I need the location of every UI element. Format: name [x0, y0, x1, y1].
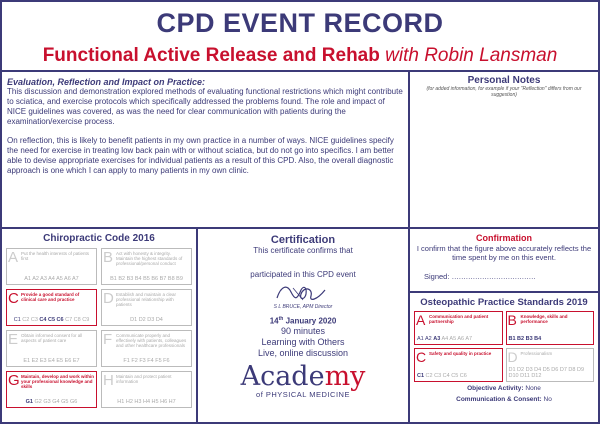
confirm-text: I confirm that the figure above accurately reflects the time spent by me on this event.	[416, 244, 592, 262]
confirm-title: Confirmation	[476, 233, 532, 243]
chiro-codes-mid: C2 C3	[20, 317, 40, 323]
chiro-codes-pre: C1	[13, 317, 21, 323]
chiro-codes-post: G2 G3 G4 G5 G6	[33, 399, 78, 405]
signature-line[interactable]	[410, 272, 598, 281]
event-name: Functional Active Release and Rehab	[42, 45, 380, 66]
chiro-codes	[9, 358, 94, 364]
osteo-title: Osteopathic Practice Standards 2019	[420, 297, 588, 308]
academy-logo	[198, 360, 408, 399]
signed-label: Signed:	[424, 272, 450, 281]
chiro-box-b	[101, 248, 192, 285]
chiro-box-a	[6, 248, 97, 285]
personal-notes[interactable]	[410, 72, 598, 229]
cert-duration: 90 minutes	[280, 325, 326, 336]
osteo-letter: C	[416, 349, 427, 365]
osteo-letter: A	[416, 312, 426, 328]
date-day: 14	[269, 316, 279, 326]
chiro-letter: C	[8, 290, 19, 307]
osteo-desc: Safety and quality in practice	[429, 351, 492, 356]
chiro-box-h	[101, 371, 192, 408]
osteo-box-d	[506, 348, 595, 382]
chiro-desc: Communicate properly and effectively with patients, colleagues and other healthcare professionals	[116, 333, 187, 348]
chiro-letter: F	[103, 331, 113, 348]
osteo-codes	[417, 373, 500, 379]
chiro-codes	[104, 399, 189, 405]
chiro-codes: F1 F2 F3 F4 F5 F6	[123, 358, 170, 364]
chiro-title: Chiropractic Code 2016	[43, 233, 155, 244]
chiro-codes: E1 E2 E3 E4 E5 E6 E7	[23, 358, 80, 364]
logo-subtitle: of PHYSICAL MEDICINE	[256, 389, 350, 399]
presenter: with Robin Lansman	[385, 45, 558, 66]
osteo-letter: B	[507, 312, 517, 328]
personal-notes-title: Personal Notes	[467, 75, 541, 86]
osteo-codes	[509, 336, 592, 342]
osteo-codes	[509, 367, 592, 379]
chiro-letter: B	[103, 249, 114, 266]
cert-line-2: participated in this CPD event	[250, 270, 356, 279]
osteo-codes	[417, 336, 500, 342]
chiro-codes	[9, 317, 94, 323]
chiro-letter: H	[103, 372, 114, 389]
osteo-letter: D	[507, 349, 518, 365]
date-rest: January 2020	[283, 316, 337, 326]
page-title: CPD EVENT RECORD	[156, 8, 444, 38]
chiro-codes-post: C7 C8 C9	[63, 317, 90, 323]
date-suffix: th	[278, 316, 284, 322]
chiro-codes: H1 H2 H3 H4 H5 H6 H7	[117, 399, 176, 405]
chiro-codes-hi: C4 C5 C6	[39, 317, 64, 323]
chiro-letter: G	[8, 372, 20, 389]
osteo-grid	[414, 311, 594, 382]
signed-dots: ………………………………	[451, 272, 536, 281]
chiro-codes	[104, 276, 189, 282]
cert-format-1: Learning with Others	[261, 336, 345, 347]
evaluation-para-2: On reflection, this is likely to benefit patients in my own practice in a number of ways. NICE guidelines specify the need for exercise in treating low back pain with or without sciatica, but do not go into specifics. I am better able to devise appropriate exercises for individual patients as a result of this CPD. Also, the overall diagnostic approach is one which I can apply to many patients in my own clinic.	[7, 136, 394, 175]
chiro-box-c	[6, 289, 97, 326]
osteo-box-c	[414, 348, 503, 382]
objective-value: None	[525, 385, 541, 392]
communication-consent	[414, 396, 594, 404]
chiropractic-code	[2, 229, 198, 424]
cert-line-1: This certificate confirms that	[253, 246, 353, 255]
osteo-codes: D1 D2 D3 D4 D5 D6 D7 D8 D9 D10 D11 D12	[508, 367, 585, 379]
osteo-box-a	[414, 311, 503, 345]
chiro-box-d	[101, 289, 192, 326]
osteo-desc: Knowledge, skills and performance	[520, 314, 568, 324]
osteo-codes-post: C2 C3 C4 C5 C6	[424, 373, 467, 379]
event-title	[2, 45, 598, 67]
chiro-desc: Maintain, develop and work within your professional knowledge and skills	[21, 374, 95, 389]
chiro-grid	[6, 248, 192, 408]
objective-label: Objective Activity:	[467, 385, 524, 392]
osteo-codes-hi: B1 B2 B3 B4	[508, 336, 542, 342]
cert-date	[198, 316, 408, 326]
cert-signer: S L BRUCE, APM Director	[273, 304, 333, 310]
logo-text-b: my	[324, 360, 366, 392]
evaluation-para-1: This discussion and demonstration explored methods of evaluating functional restrictions which might contribute to sciatica, and exercise protocols which specifically addressed the problems found. The role and impact of NICE guidelines was covered, as was the need for clear communication with patients during the examination/exercise process.	[7, 87, 403, 126]
cert-format-2: Live, online discussion	[257, 347, 349, 358]
chiro-desc: Act with honesty & integrity. Maintain the highest standards of professional/personal conduct	[116, 251, 183, 266]
chiro-desc: Put the health interests of patients first	[21, 251, 90, 261]
chiro-letter: A	[8, 249, 19, 266]
certification	[198, 229, 410, 424]
osteo-codes-pre: A1 A2	[417, 336, 434, 342]
signature	[273, 282, 333, 304]
osteo-codes-hi: A3	[433, 336, 441, 342]
personal-notes-subtitle: (for added information, for example if your "Reflection" differs from our suggestion)	[426, 86, 582, 98]
chiro-box-e	[6, 330, 97, 367]
comm-value: No	[543, 396, 552, 403]
chiro-codes	[9, 399, 94, 405]
chiro-codes: A1 A2 A3 A4 A5 A6 A7	[24, 276, 79, 282]
osteo-desc: Professionalism	[520, 351, 553, 356]
osteo-desc: Communication and patient partnership	[429, 314, 489, 324]
evaluation-section	[2, 72, 410, 229]
chiro-box-f	[101, 330, 192, 367]
chiro-codes	[9, 276, 94, 282]
chiro-letter: E	[8, 331, 19, 348]
chiro-codes: D1 D2 D3 D4	[130, 317, 163, 323]
comm-label: Communication & Consent:	[456, 396, 542, 403]
evaluation-heading: Evaluation, Reflection and Impact on Practice:	[7, 77, 206, 87]
chiro-desc: Maintain and protect patient information	[116, 374, 172, 384]
osteopathic-standards	[410, 293, 598, 424]
osteo-codes-hi: C1	[417, 373, 425, 379]
chiro-letter: D	[103, 290, 114, 307]
objective-activity	[414, 385, 594, 393]
osteo-box-b	[506, 311, 595, 345]
chiro-box-g	[6, 371, 97, 408]
logo-text-a: Acade	[240, 360, 325, 392]
chiro-desc: Provide a good standard of clinical care and practice	[21, 292, 80, 302]
chiro-codes-hi: G1	[25, 399, 33, 405]
osteo-codes-post: A4 A5 A6 A7	[440, 336, 473, 342]
chiro-desc: Establish and maintain a clear professional relationship with patients	[116, 292, 177, 307]
cert-title: Certification	[270, 234, 336, 246]
chiro-desc: Obtain informed consent for all aspects of patient care	[21, 333, 83, 343]
header	[2, 2, 598, 72]
chiro-codes	[104, 317, 189, 323]
confirmation	[410, 229, 598, 293]
chiro-codes: B1 B2 B3 B4 B5 B6 B7 B8 B9	[110, 276, 183, 282]
chiro-codes	[104, 358, 189, 364]
